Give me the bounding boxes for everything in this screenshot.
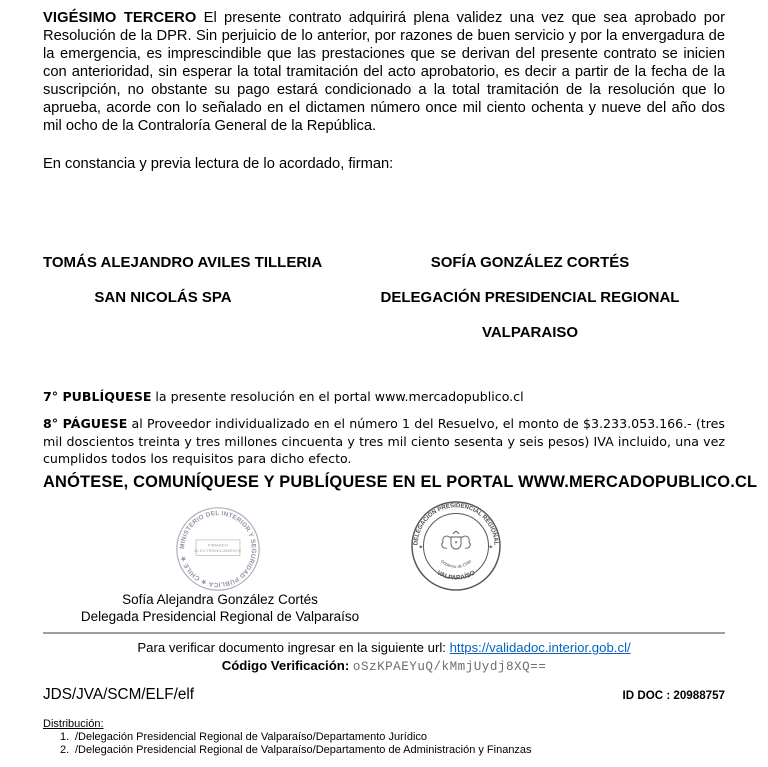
signatory-right-org-line2: VALPARAISO	[481, 324, 579, 341]
clause-vigesimo-tercero	[43, 9, 725, 135]
coat-of-arms-star: ★	[454, 539, 458, 545]
seal-right-star-right: ★	[488, 544, 493, 551]
seal-left-center-line2: ELECTRÓNICAMENTE	[194, 548, 242, 554]
document-page	[0, 9, 768, 767]
footer-divider	[43, 632, 725, 634]
distribution-item-number: 2.	[60, 744, 70, 757]
verification-code-label: Código Verificación:	[221, 658, 353, 674]
verification-code-value: oSzKPAEYuQ/kMmjUydj8XQ==	[352, 660, 547, 675]
signatory-left	[43, 245, 323, 350]
verification-url-link[interactable]: https://validadoc.interior.gob.cl/	[449, 640, 631, 656]
verification-block	[43, 639, 725, 676]
signature-caption-title: Delegada Presidencial Regional de Valparaíso	[80, 609, 360, 625]
resolution-item-8	[43, 415, 725, 467]
distribution-block	[43, 718, 725, 757]
delegacion-presidencial-seal-icon	[410, 500, 502, 592]
signatory-right	[365, 245, 695, 350]
resolution-7-lead: 7° PUBLÍQUESE	[43, 389, 152, 404]
verification-code-line	[43, 657, 725, 676]
seal-right-top-text: DELEGACIÓN PRESIDENCIAL REGIONAL	[413, 503, 499, 546]
id-doc-label: ID DOC : 20988757	[622, 688, 725, 702]
verification-url-line	[43, 639, 725, 657]
ministry-interior-seal-icon	[175, 506, 261, 592]
distribution-item-text: /Delegación Presidencial Regional de Valparaíso/Departamento Jurídico	[75, 731, 427, 744]
signatory-right-name: SOFÍA GONZÁLEZ CORTÉS	[430, 254, 630, 271]
verification-prefix: Para verificar documento ingresar en la siguiente url:	[137, 640, 450, 656]
clause-lead: VIGÉSIMO TERCERO	[43, 10, 197, 26]
distribution-label: Distribución:	[43, 718, 104, 731]
distribution-item	[43, 744, 725, 757]
signatory-left-org: SAN NICOLÁS SPA	[94, 289, 232, 306]
seal-right-bottom-text: VALPARAÍSO	[435, 569, 477, 582]
resolution-7-body: la presente resolución en el portal www.mercadopublico.cl	[151, 389, 524, 404]
distribution-item-number: 1.	[60, 731, 70, 744]
closing-line: En constancia y previa lectura de lo acordado, firman:	[43, 156, 394, 172]
resolution-item-7	[43, 388, 725, 405]
seals-row	[43, 504, 725, 590]
closing-order-heading: ANÓTESE, COMUNÍQUESE Y PUBLÍQUESE EN EL PORTAL WWW.MERCADOPUBLICO.CL	[43, 473, 758, 492]
footer-row	[43, 686, 725, 704]
document-initials: JDS/JVA/SCM/ELF/elf	[43, 686, 195, 704]
distribution-item-text: /Delegación Presidencial Regional de Valparaíso/Departamento de Administración y Finanzas	[75, 744, 532, 757]
seal-left-center-line1: FIRMADO	[207, 542, 229, 548]
signatory-left-name: TOMÁS ALEJANDRO AVILES TILLERIA	[43, 254, 323, 271]
resolution-8-lead: 8° PÁGUESE	[43, 416, 128, 432]
signature-caption-name: Sofía Alejandra González Cortés	[122, 592, 318, 608]
signature-block	[43, 245, 725, 350]
seal-right-star-left: ★	[418, 544, 423, 551]
svg-text:VALPARAÍSO	[436, 570, 477, 582]
signatory-right-org-line1: DELEGACIÓN PRESIDENCIAL REGIONAL	[380, 289, 680, 306]
seal-right-center-text: Gobierno de Chile	[439, 558, 473, 570]
clause-body: El presente contrato adquirirá plena validez una vez que sea aprobado por Resolución de la DPR. Sin perjuicio de lo anterior, por razones de buen servicio y por la envergadura de la emergencia, es imprescindible que las prestaciones que se derivan del presente contrato se inicien con anterioridad, sin esperar la total tramitación del acto aprobatorio, es decir a partir de la fecha de la suscripción, no obstante su pago estará condicionado a la total tramitación de la resolución que lo aprueba, acorde con lo señalado en el dictamen número once mil ciento ochenta y nueve del año dos mil ocho de la Contraloría General de la República.	[43, 10, 725, 134]
signature-caption	[43, 591, 397, 625]
distribution-item	[43, 731, 725, 744]
seal-left-ring-text: MINISTERIO DEL INTERIOR Y SEGURIDAD PÚBLICA ★ CHILE ★	[179, 510, 257, 589]
svg-text:Gobierno de Chile	[440, 558, 473, 569]
resolution-8-body: al Proveedor individualizado en el número 1 del Resuelvo, el monto de $3.233.053.166.- (tres mil doscientos treinta y tres millones cincuenta y tres mil ciento sesenta y seis pesos) IVA incluido, una vez cumplidos todos los requisitos para dicho efecto.	[43, 416, 725, 466]
